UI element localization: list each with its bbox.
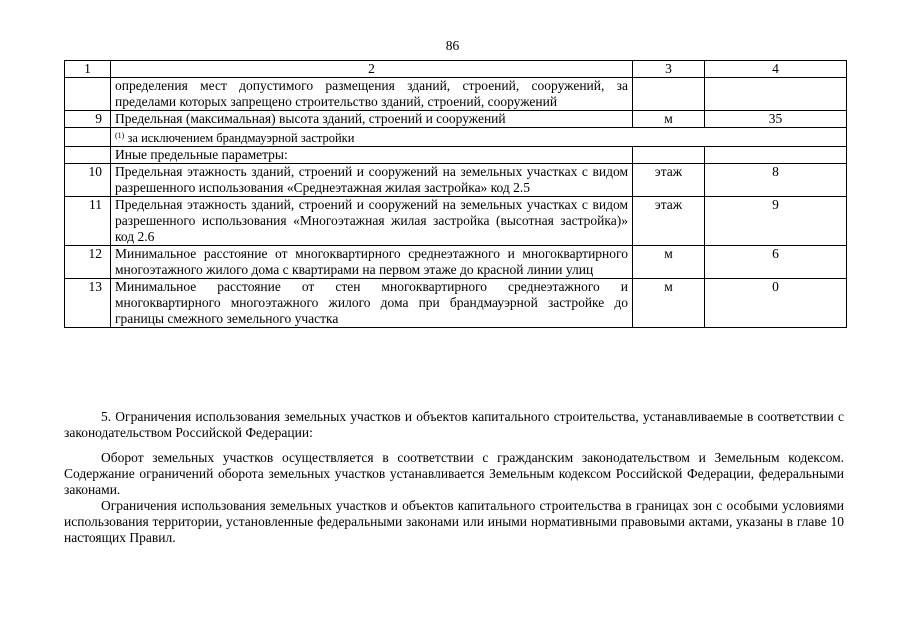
row-description: Предельная этажность зданий, строений и сооружений на земельных участках с видом разрешенного использования «Многоэтажная жилая застройка (высотная застройка)» код 2.6 bbox=[111, 197, 633, 246]
header-cell-4: 4 bbox=[705, 61, 847, 78]
table-row bbox=[65, 246, 847, 279]
row-value bbox=[705, 147, 847, 164]
row-unit: м bbox=[633, 111, 705, 128]
header-cell-2: 2 bbox=[111, 61, 633, 78]
row-value bbox=[705, 78, 847, 111]
row-unit: м bbox=[633, 246, 705, 279]
row-unit: этаж bbox=[633, 197, 705, 246]
row-description: определения мест допустимого размещения зданий, строений, сооружений, за пределами которых запрещено строительство зданий, строений, сооружений bbox=[111, 78, 633, 111]
table-row bbox=[65, 78, 847, 111]
table-row bbox=[65, 279, 847, 328]
body-text bbox=[64, 409, 844, 546]
page-number: 86 bbox=[445, 38, 460, 53]
row-value: 35 bbox=[705, 111, 847, 128]
section-heading-paragraph: 5. Ограничения использования земельных участков и объектов капитального строительства, устанавливаемые в соответствии с законодательством Российской Федерации: bbox=[64, 409, 844, 440]
table-row-note bbox=[65, 128, 847, 147]
table-row bbox=[65, 164, 847, 197]
row-description: Минимальное расстояние от стен многоквартирного среднеэтажного и многоквартирного многоэтажного жилого дома при брандмауэрной застройке до границы смежного земельного участка bbox=[111, 279, 633, 328]
row-number bbox=[65, 147, 111, 164]
row-description: Минимальное расстояние от многоквартирного среднеэтажного и многоквартирного многоэтажного жилого дома с квартирами на первом этаже до красной линии улиц bbox=[111, 246, 633, 279]
row-number: 11 bbox=[65, 197, 111, 246]
footnote-mark: (1) bbox=[115, 131, 125, 140]
footnote-text: за исключением брандмауэрной застройки bbox=[127, 131, 355, 145]
row-value: 0 bbox=[705, 279, 847, 328]
table-header-row bbox=[65, 61, 847, 78]
row-number bbox=[65, 78, 111, 111]
row-value: 8 bbox=[705, 164, 847, 197]
row-number: 10 bbox=[65, 164, 111, 197]
header-cell-1: 1 bbox=[65, 61, 111, 78]
row-unit bbox=[633, 147, 705, 164]
row-number: 12 bbox=[65, 246, 111, 279]
row-unit: м bbox=[633, 279, 705, 328]
table-row bbox=[65, 147, 847, 164]
row-description: Иные предельные параметры: bbox=[111, 147, 633, 164]
row-number bbox=[65, 128, 111, 147]
table-row bbox=[65, 111, 847, 128]
header-cell-3: 3 bbox=[633, 61, 705, 78]
row-unit bbox=[633, 78, 705, 111]
body-paragraph: Ограничения использования земельных участков и объектов капитального строительства в границах зон с особыми условиями использования территории, установленные федеральными законами или иными нормативными правовыми актами, указаны в главе 10 настоящих Правил. bbox=[64, 498, 844, 545]
row-value: 9 bbox=[705, 197, 847, 246]
row-number: 13 bbox=[65, 279, 111, 328]
row-unit: этаж bbox=[633, 164, 705, 197]
row-value: 6 bbox=[705, 246, 847, 279]
row-footnote bbox=[111, 128, 847, 147]
row-description: Предельная этажность зданий, строений и сооружений на земельных участках с видом разрешенного использования «Среднеэтажная жилая застройка» код 2.5 bbox=[111, 164, 633, 197]
row-number: 9 bbox=[65, 111, 111, 128]
parameters-table bbox=[64, 60, 847, 328]
row-description: Предельная (максимальная) высота зданий, строений и сооружений bbox=[111, 111, 633, 128]
body-paragraph: Оборот земельных участков осуществляется в соответствии с гражданским законодательством и Земельным кодексом. Содержание ограничений оборота земельных участков устанавливается Земельным кодексом Российской Федерации, федеральными законами. bbox=[64, 450, 844, 497]
table-row bbox=[65, 197, 847, 246]
